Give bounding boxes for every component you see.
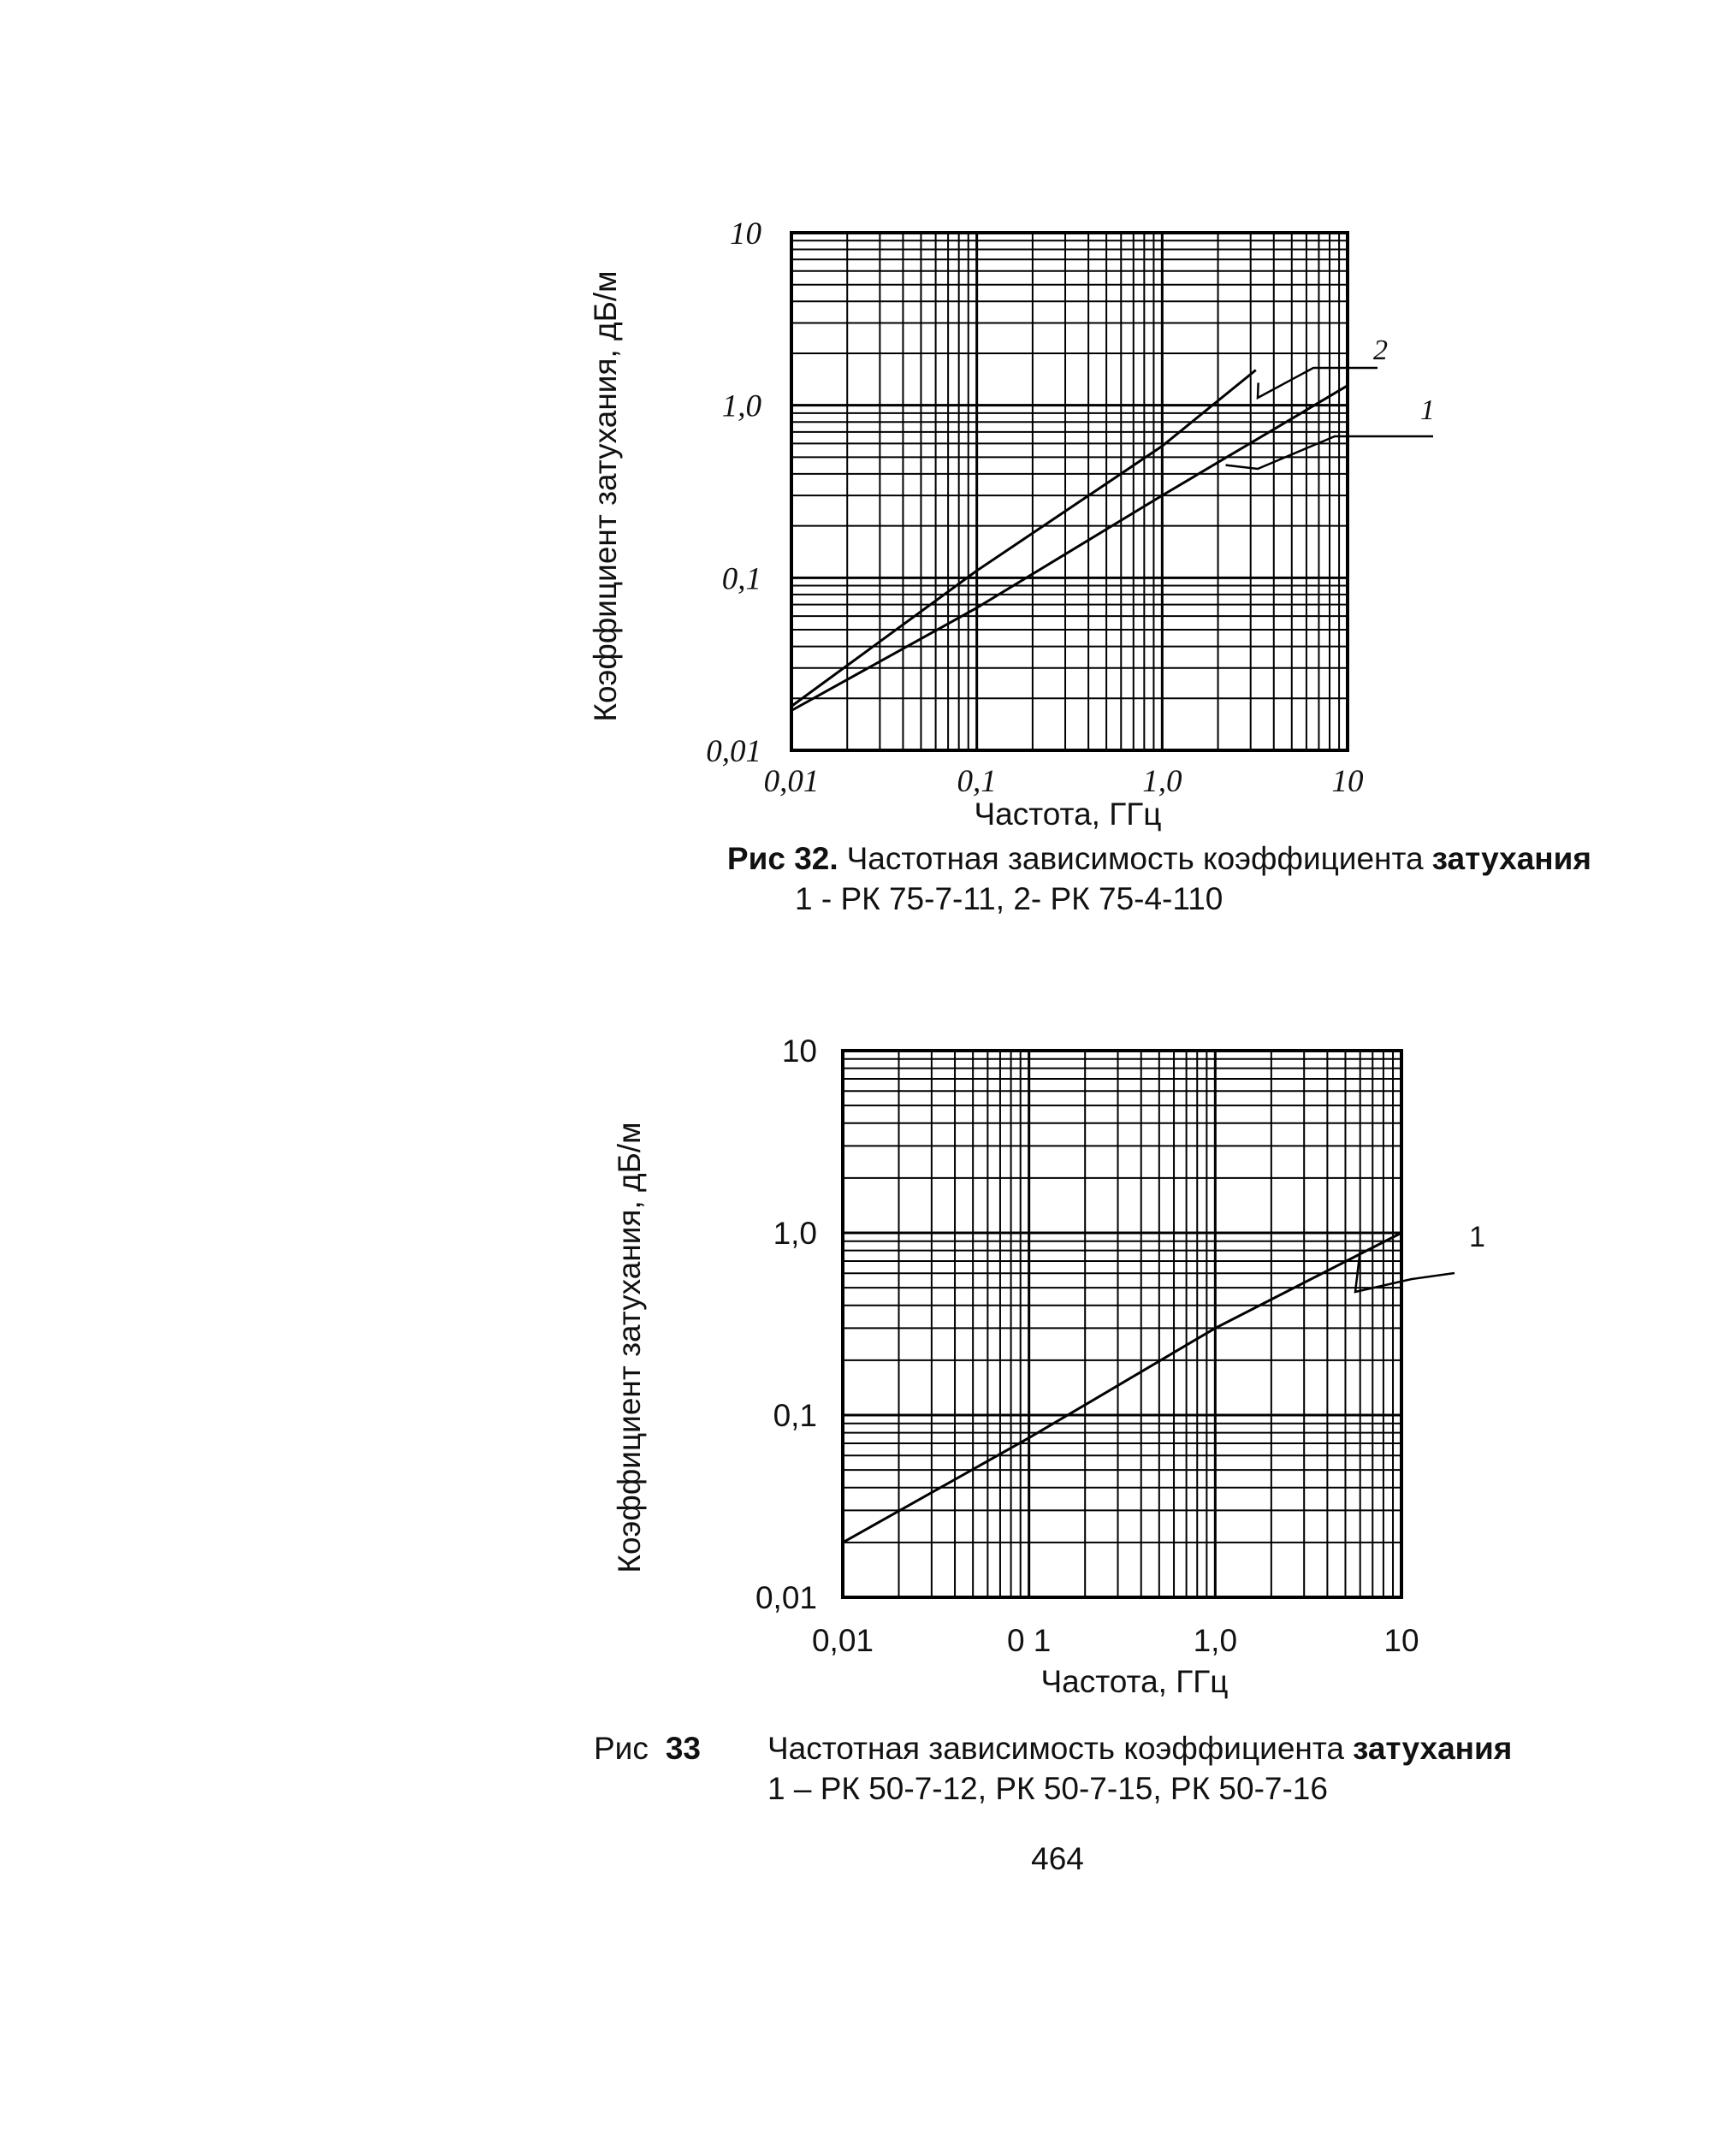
series-1-label: 1 — [1469, 1221, 1485, 1253]
x-tick-label: 10 — [1383, 1623, 1419, 1658]
figure-33-grid — [843, 1051, 1401, 1597]
figure-32-caption-line2: 1 - РК 75-7-11, 2- РК 75-4-110 — [795, 881, 1223, 916]
series-1-line — [791, 386, 1348, 711]
x-tick-label: 0,01 — [811, 1623, 874, 1658]
figure-32-caption — [727, 841, 1591, 876]
y-tick-label: 0,1 — [721, 561, 761, 597]
figure-32-ylabel: Коэффициент затухания, дБ/м — [588, 270, 623, 722]
figure-33-caption-prefix — [594, 1731, 701, 1766]
x-tick-label: 0,01 — [763, 764, 820, 799]
figure-32 — [588, 216, 1591, 916]
figure-33-caption — [767, 1731, 1512, 1766]
figure-32-y-ticks — [706, 216, 761, 769]
y-tick-label: 0,01 — [755, 1580, 817, 1615]
figure-33-y-ticks — [755, 1034, 817, 1615]
figure-33-caption-number: 33 — [665, 1731, 702, 1766]
y-tick-label: 1,0 — [773, 1216, 817, 1251]
x-tick-label: 10 — [1331, 764, 1364, 799]
figure-32-x-ticks — [764, 764, 1364, 799]
figure-32-frame — [791, 233, 1348, 750]
figure-33-ylabel: Коэффициент затухания, дБ/м — [612, 1122, 647, 1573]
figure-33-frame — [843, 1051, 1401, 1597]
figure-33-xlabel: Частота, ГГц — [1040, 1664, 1229, 1699]
x-tick-label: 0,1 — [957, 764, 997, 799]
series-2-leader — [1258, 368, 1378, 398]
y-tick-label: 10 — [730, 216, 761, 252]
figure-32-caption-bold: затухания — [1431, 841, 1591, 876]
figure-33-x-ticks — [812, 1623, 1419, 1658]
series-1-line — [843, 1233, 1401, 1543]
series-1-label: 1 — [1420, 394, 1435, 426]
series-1-leader — [1355, 1251, 1455, 1292]
figure-32-xlabel: Частота, ГГц — [974, 797, 1162, 832]
y-tick-label: 0,01 — [706, 734, 761, 769]
series-2-line — [791, 370, 1256, 707]
y-tick-label: 0,1 — [773, 1398, 817, 1433]
x-tick-label: 1,0 — [1142, 764, 1182, 799]
figure-32-caption-prefix: Рис 32. — [726, 841, 838, 876]
figure-33-caption-line2: 1 – РК 50-7-12, РК 50-7-15, РК 50-7-16 — [767, 1771, 1328, 1806]
x-tick-label: 0 1 — [1006, 1623, 1052, 1658]
figure-33-caption-rus: Рис — [594, 1731, 649, 1766]
figure-33-caption-text: Частотная зависимость коэффициента — [767, 1731, 1344, 1766]
figure-33-caption-bold: затухания — [1352, 1731, 1513, 1766]
page-number: 464 — [1031, 1841, 1084, 1876]
x-tick-label: 1,0 — [1193, 1623, 1238, 1658]
y-tick-label: 1,0 — [721, 388, 761, 424]
figure-32-grid — [791, 233, 1348, 750]
figure-33 — [594, 1034, 1512, 1806]
figure-32-caption-text: Частотная зависимость коэффициента — [846, 841, 1424, 876]
series-2-label: 2 — [1373, 335, 1388, 366]
y-tick-label: 10 — [781, 1034, 817, 1069]
figure-33-series — [843, 1221, 1485, 1543]
